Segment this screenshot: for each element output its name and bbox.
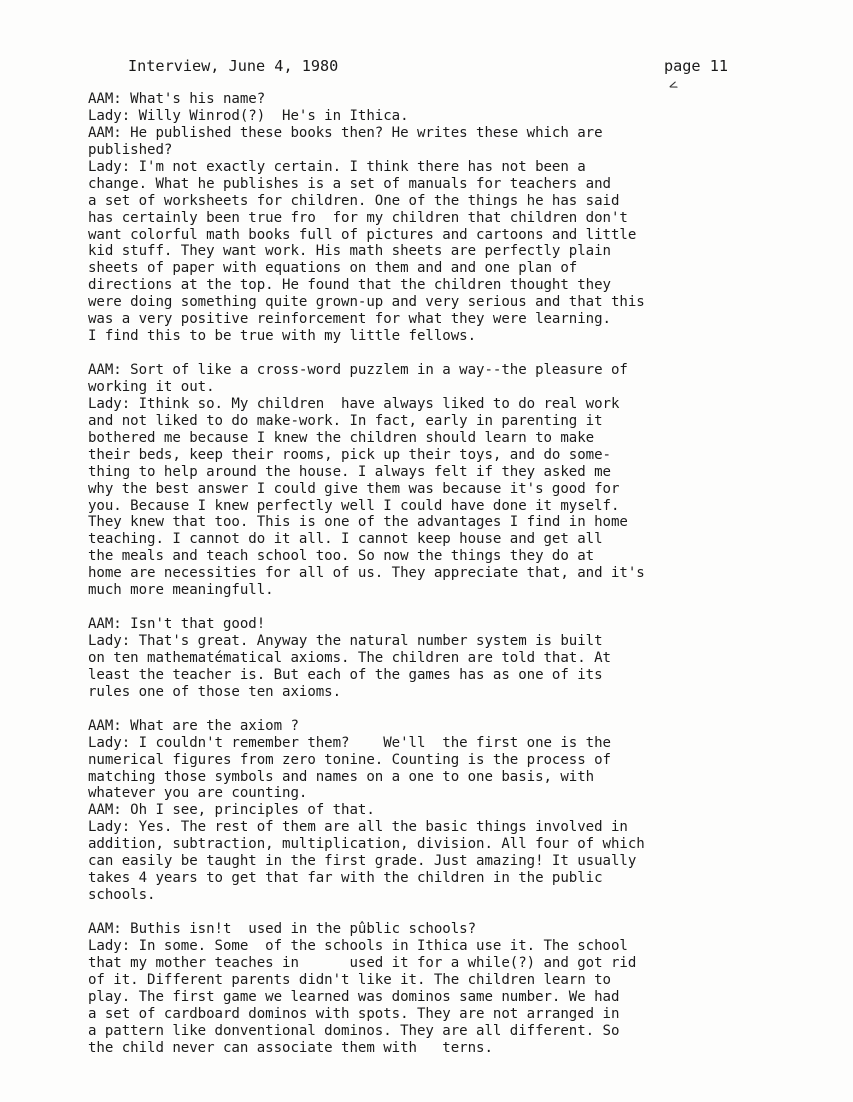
transcript-line: were doing something quite grown-up and very serious and that this [88, 294, 645, 311]
transcript-line: can easily be taught in the first grade. Just amazing! It usually [88, 853, 637, 870]
transcript-line: Lady: I'm not exactly certain. I think there has not been a [88, 158, 586, 175]
margin-mark: < [666, 77, 680, 95]
transcript-line: that my mother teaches in used it for a while(?) and got rid [88, 954, 637, 971]
transcript-line: AAM: He published these books then? He writes these which are [88, 124, 603, 141]
transcript-line: was a very positive reinforcement for what they were learning. [88, 311, 611, 328]
transcript-line: They knew that too. This is one of the advantages I find in home [88, 514, 628, 531]
transcript-line: why the best answer I could give them was because it's good for [88, 480, 620, 497]
transcript-line: whatever you are counting. [88, 785, 308, 802]
transcript-line: sheets of paper with equations on them and and one plan of [88, 260, 578, 277]
transcript-line: and not liked to do make-work. In fact, early in parenting it [88, 412, 603, 429]
transcript-line: matching those symbols and names on a one to one basis, with [88, 768, 595, 785]
transcript-line: published? [88, 141, 173, 158]
transcript-line: AAM: What's his name? [88, 91, 266, 107]
transcript-line: a set of cardboard dominos with spots. They are not arranged in [88, 1005, 620, 1022]
transcript-line: kid stuff. They want work. His math sheets are perfectly plain [88, 243, 611, 260]
transcript-line: thing to help around the house. I always felt if they asked me [88, 463, 611, 480]
transcript-line: the child never can associate them with terns. [88, 1039, 493, 1056]
transcript-line: the meals and teach school too. So now the things they do at [88, 548, 595, 565]
transcript-line: want colorful math books full of pictures and cartoons and little [88, 226, 637, 243]
paragraph-gap [88, 599, 788, 616]
page-header [128, 56, 728, 76]
paragraph-gap [88, 701, 788, 718]
transcript-line: numerical figures from zero tonine. Counting is the process of [88, 751, 611, 768]
transcript-line: on ten mathematématical axioms. The children are told that. At [88, 649, 611, 666]
interview-title: Interview, June 4, 1980 [128, 57, 339, 75]
transcript-line: I find this to be true with my little fellows. [88, 328, 477, 345]
transcript-line: Lady: Ithink so. My children have always liked to do real work [88, 395, 620, 412]
page-number: page 11 [663, 57, 728, 75]
transcript-line: AAM: Isn't that good! [88, 616, 266, 633]
paragraph-gap [88, 904, 788, 921]
transcript-line: bothered me because I knew the children should learn to make [88, 429, 595, 446]
transcript-line: schools. [88, 887, 156, 904]
transcript-line: play. The first game we learned was dominos same number. We had [88, 988, 620, 1005]
transcript-line: working it out. [88, 378, 215, 395]
transcript-line: AAM: Oh I see, principles of that. [88, 802, 375, 819]
transcript-line: AAM: What are the axiom ? [88, 717, 299, 734]
transcript-line: teaching. I cannot do it all. I cannot keep house and get all [88, 531, 603, 548]
transcript-line: Lady: Yes. The rest of them are all the basic things involved in [88, 819, 628, 836]
transcript-line: change. What he publishes is a set of manuals for teachers and [88, 175, 611, 192]
transcript-line: a pattern like donventional dominos. They are all different. So [88, 1022, 620, 1039]
transcript-line: AAM: Sort of like a cross-word puzzlem in a way--the pleasure of [88, 362, 628, 378]
transcript-line: of it. Different parents didn't like it. The children learn to [88, 971, 611, 988]
transcript-line: least the teacher is. But each of the games has as one of its [88, 666, 603, 683]
transcript-line: directions at the top. He found that the children thought they [88, 277, 611, 294]
transcript-line: Lady: Willy Winrod(?) He's in Ithica. [88, 107, 409, 124]
transcript-line: rules one of those ten axioms. [88, 683, 342, 700]
transcript-line: you. Because I knew perfectly well I could have done it myself. [88, 497, 620, 514]
transcript-line: Lady: In some. Some of the schools in Ithica use it. The school [88, 937, 628, 954]
transcript-line: Lady: I couldn't remember them? We'll the first one is the [88, 734, 611, 751]
transcript-line: addition, subtraction, multiplication, division. All four of which [88, 836, 645, 853]
transcript-line: takes 4 years to get that far with the children in the public [88, 870, 603, 887]
transcript-body [88, 91, 788, 1056]
transcript-line: their beds, keep their rooms, pick up their toys, and do some- [88, 446, 611, 463]
transcript-line: much more meaningfull. [88, 582, 274, 599]
transcript-line: has certainly been true fro for my children that children don't [88, 209, 628, 226]
transcript-line: AAM: Buthis isn!t used in the pûblic schools? [88, 920, 477, 937]
transcript-line: a set of worksheets for children. One of the things he has said [88, 192, 620, 209]
paragraph-gap [88, 345, 788, 362]
transcript-line: Lady: That's great. Anyway the natural number system is built [88, 633, 603, 649]
transcript-line: home are necessities for all of us. They appreciate that, and it's [88, 565, 645, 582]
